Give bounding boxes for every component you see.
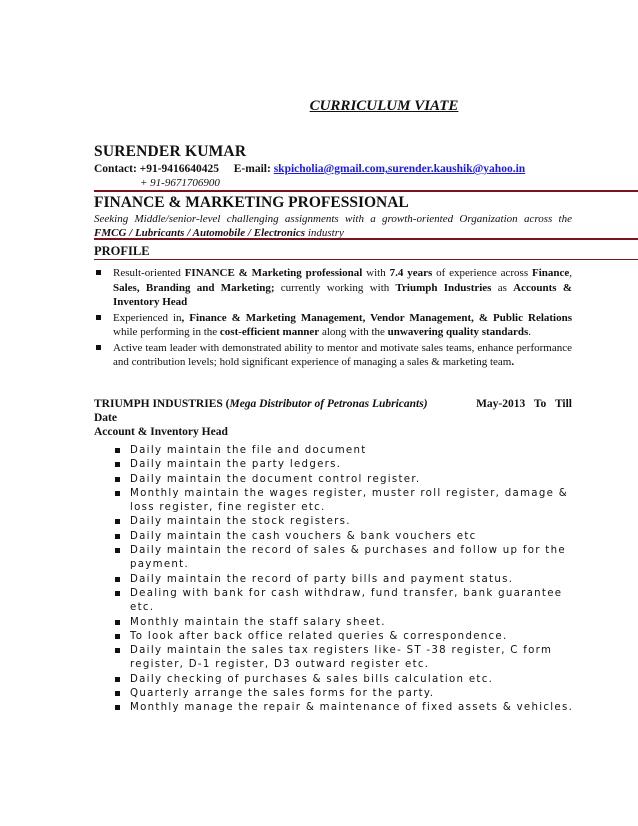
bullet-icon [96,345,101,350]
bullet-icon [115,620,120,625]
profile-item [94,266,572,310]
duty-item [113,544,575,573]
profile-text: . [528,326,531,338]
divider-rule [94,238,638,240]
profile-text: Finance [531,267,570,279]
profile-text: Accounts & Inventory Head [113,281,572,308]
duty-text: Daily maintain the document control register. [130,473,421,485]
bullet-icon [115,677,120,682]
duty-item [113,458,575,472]
profile-list [94,266,572,371]
duty-text: Quarterly arrange the sales forms for the party. [130,688,435,700]
duty-text: Dealing with bank for cash withdraw, fund transfer, bank guarantee etc. [130,587,563,614]
duty-item [113,444,575,458]
bullet-icon [115,648,120,653]
duty-text: Daily maintain the sales tax registers like- ST -38 register, C form register, D-1 register, D3 outward register etc. [130,645,553,671]
profile-text: unwavering quality standards [387,326,529,338]
duty-text: Daily checking of purchases & sales bills calculation etc. [130,673,494,685]
duty-text: Monthly maintain the wages register, muster roll register, damage & loss register, fine register etc. [130,487,568,514]
profile-text: Triumph Industries [395,281,492,294]
profile-text: . [511,356,515,368]
document-title: CURRICULUM VIATE [309,98,459,114]
duty-item [113,644,575,673]
bullet-icon [115,448,120,453]
profile-text: , Finance & Marketing Management, Vendor Management, & Public Relations [181,311,573,324]
duty-text: Monthly manage the repair & maintenance of fixed assets & vehicles. [130,702,574,714]
duty-item [113,573,575,587]
profile-text: Sales, Branding and Marketing; [113,281,275,294]
company-name: TRIUMPH INDUSTRIES ( [94,398,230,410]
bullet-icon [115,591,120,596]
divider-rule [94,190,638,192]
profile-text: with [362,267,390,279]
professional-headline: FINANCE & MARKETING PROFESSIONAL [94,194,409,211]
job-role: Account & Inventory Head [94,426,228,438]
email-label: E-mail: [221,163,262,175]
candidate-name: SURENDER KUMAR [94,143,247,160]
profile-item [94,311,572,340]
profile-text: Result-oriented [113,267,185,279]
email-link[interactable]: skpicholia@gmail.com,surender.kaushik@yahoo.in [261,163,514,175]
profile-text: Active team leader with demonstrated ability to mentor and motivate sales teams, enhance performance and contribution levels; hold significant experience of managing a sales & marketing team [113,341,572,368]
duty-item [113,616,575,630]
bullet-icon [115,634,120,639]
job-header [94,398,572,410]
duty-item [113,473,575,487]
bullet-icon [115,691,120,696]
objective-industries: FMCG / Lubricants / Automobile / Electronics [94,226,306,239]
bullet-icon [96,270,101,275]
profile-item [94,341,572,370]
duty-text: Daily maintain the record of sales & purchases and follow up for the payment. [130,545,566,571]
bullet-icon [115,577,120,582]
duty-text: Daily maintain the party ledgers. [130,459,342,471]
bullet-icon [96,315,101,320]
duty-item [113,587,575,616]
contact-phone-secondary: + 91-9671706900 [140,177,220,189]
job-dates: May-2013 To Till [476,398,572,410]
duty-item [113,515,575,529]
profile-text: Experienced in [113,311,182,324]
profile-heading: PROFILE [94,244,150,258]
profile-text: 7.4 years [389,267,433,279]
duty-text: Daily maintain the file and document [130,445,367,456]
duty-text: Daily maintain the stock registers. [130,516,351,528]
duty-item [113,630,575,644]
duty-item [113,673,575,687]
bullet-icon [115,477,120,482]
bullet-icon [115,462,120,467]
profile-text: FINANCE & Marketing professional [184,267,363,279]
objective-text: Seeking Middle/senior-level challenging assignments with a growth-oriented Organization across the [94,213,572,225]
duty-item [113,687,575,701]
objective-statement [94,213,572,240]
duty-item [113,701,575,715]
profile-text: , [569,267,572,279]
duty-text: To look after back office related queries & correspondence. [130,630,508,642]
bullet-icon [115,491,120,496]
divider-rule [94,259,638,260]
duty-text: Daily maintain the cash vouchers & bank vouchers etc [130,530,477,542]
duty-item [113,530,575,544]
bullet-icon [115,548,120,553]
duty-list [113,444,575,716]
objective-text-end: industry [305,226,344,239]
bullet-icon [115,534,120,539]
profile-text: currently working with [274,281,396,294]
duty-text: Monthly maintain the staff salary sheet. [130,616,386,628]
job-dates-continued: Date [94,412,117,424]
duty-text: Daily maintain the record of party bills and payment status. [130,573,514,585]
contact-phone: Contact: +91-9416640425 [94,163,222,175]
contact-line [94,163,525,175]
separator-glyph [222,163,231,175]
profile-text: along with the [319,326,388,338]
bullet-icon [115,519,120,524]
profile-text: cost-efficient manner [219,326,320,338]
profile-text: as [491,281,514,294]
bullet-icon [115,705,120,710]
duty-item [113,487,575,516]
profile-text: of experience across [432,267,532,279]
profile-text: while performing in the [113,326,220,338]
company-description: Mega Distributor of Petronas Lubricants) [229,398,428,410]
